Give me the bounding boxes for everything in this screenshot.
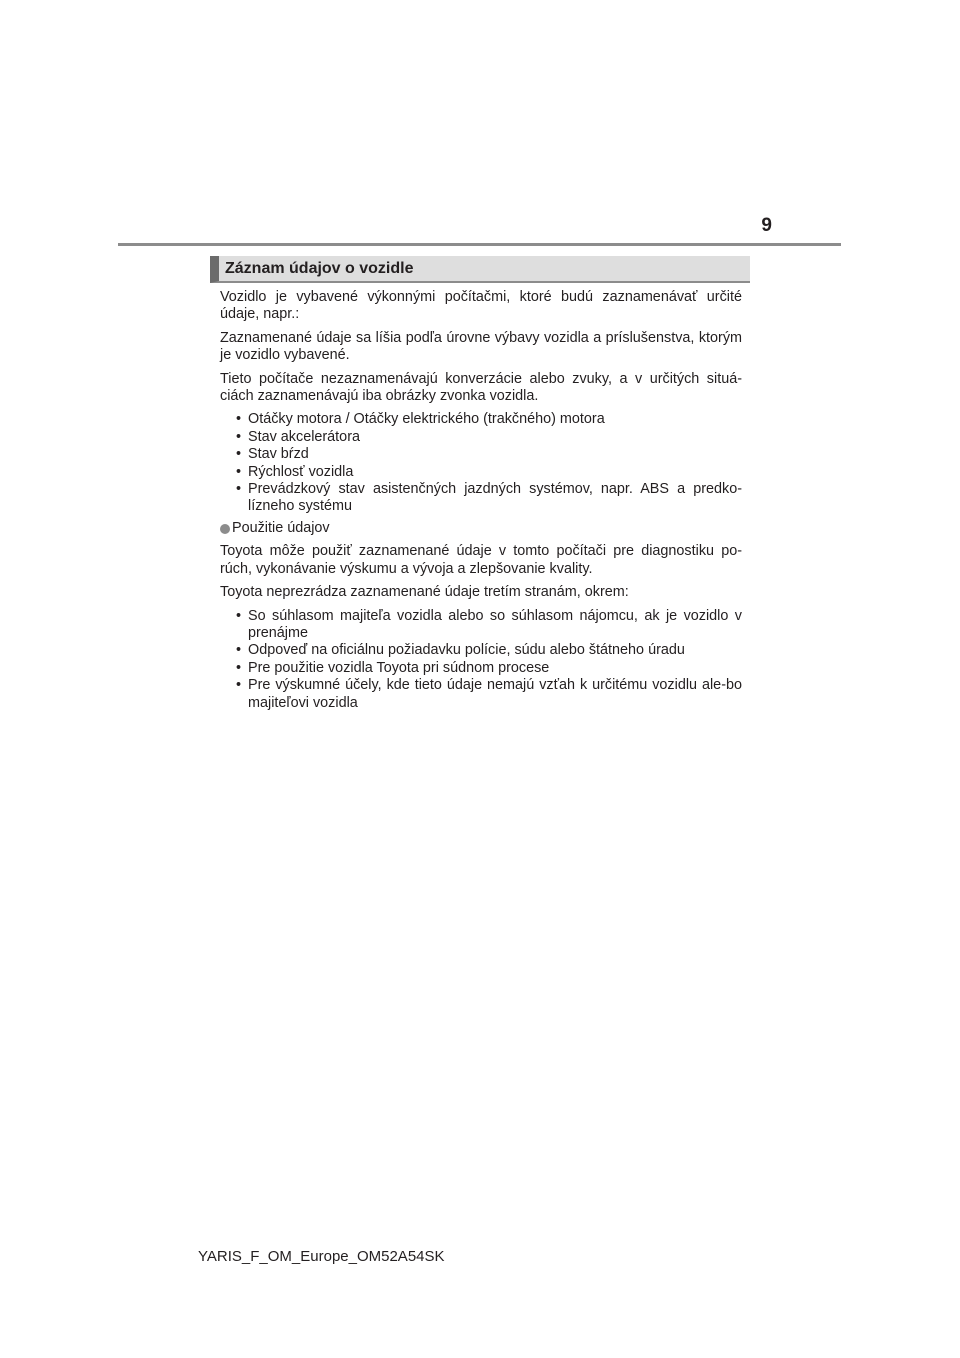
paragraph-data-use: Toyota môže použiť zaznamenané údaje v tomto počítači pre diagnostiku po-rúch, vykonávanie výskumu a vývoja a zlepšovanie kvality. — [220, 543, 742, 577]
paragraph-no-audio: Tieto počítače nezaznamenávajú konverzácie alebo zvuky, a v určitých situá-ciách zaznamenávajú iba obrázky zvonka vozidla. — [220, 370, 742, 405]
paragraph-intro: Vozidlo je vybavené výkonnými počítačmi, ktoré budú zaznamenávať určité údaje, napr.: — [220, 289, 742, 323]
list-item: • So súhlasom majiteľa vozidla alebo so súhlasom nájomcu, ak je vozidlo v prenájme — [236, 607, 742, 641]
list-item: • Prevádzkový stav asistenčných jazdných systémov, napr. ABS a predko-lízneho systému — [236, 481, 742, 515]
bullet-icon: • — [236, 659, 242, 676]
list-item: • Otáčky motora / Otáčky elektrického (trakčného) motora — [236, 411, 605, 428]
section-title: Záznam údajov o vozidle — [225, 260, 414, 277]
disclosure-exceptions-list — [220, 608, 742, 712]
list-item: • Pre výskumné účely, kde tieto údaje nemajú vzťah k určitému vozidlu ale-bo majiteľovi vozidla — [236, 677, 742, 711]
bullet-icon: • — [236, 411, 242, 428]
list-item: • Stav akcelerátora — [236, 428, 360, 445]
bullet-icon: • — [236, 428, 242, 445]
bullet-icon: • — [236, 463, 242, 480]
top-rule — [118, 243, 841, 246]
bullet-icon: • — [236, 642, 242, 659]
paragraph-third-parties: Toyota neprezrádza zaznamenané údaje tretím stranám, okrem: — [220, 584, 629, 601]
content-body — [220, 289, 742, 716]
list-item: • Stav bŕzd — [236, 446, 309, 463]
page-number: 9 — [761, 215, 772, 236]
list-item: • Pre použitie vozidla Toyota pri súdnom procese — [236, 659, 550, 676]
paragraph-equipment: Zaznamenané údaje sa líšia podľa úrovne výbavy vozidla a príslušenstva, ktorým je vozidlo vybavené. — [220, 329, 742, 364]
recorded-data-list — [220, 411, 742, 515]
footer-document-id: YARIS_F_OM_Europe_OM52A54SK — [198, 1248, 445, 1265]
bullet-icon: • — [236, 481, 242, 498]
list-item: • Odpoveď na oficiálnu požiadavku polície, súdu alebo štátneho úradu — [236, 642, 685, 659]
bullet-icon: • — [236, 677, 242, 694]
section-header — [210, 256, 750, 283]
bullet-icon: • — [236, 446, 242, 463]
bullet-icon: • — [236, 607, 242, 624]
circle-bullet-icon — [220, 524, 230, 534]
list-item: • Rýchlosť vozidla — [236, 463, 354, 480]
subheading-data-use: Použitie údajov — [220, 520, 742, 537]
